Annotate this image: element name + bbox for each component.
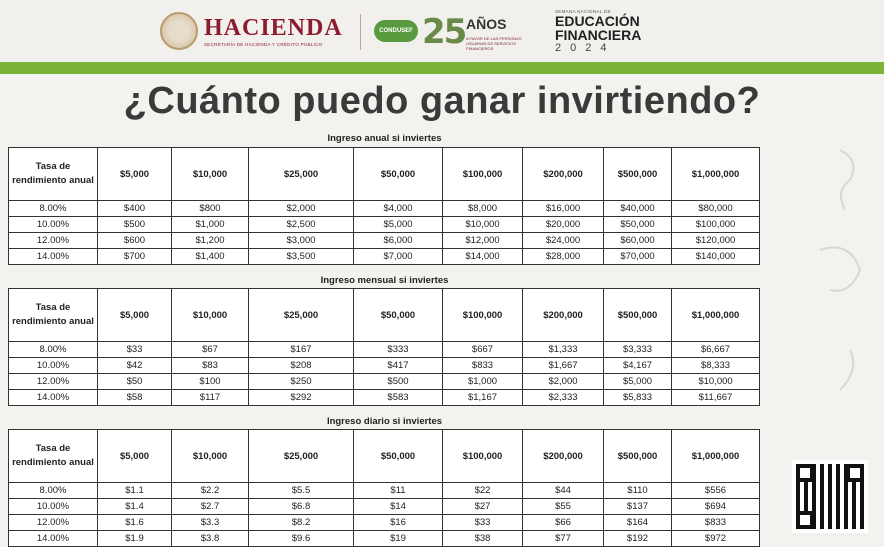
table-cell: $100 <box>172 374 249 390</box>
table-cell: $5,000 <box>604 374 672 390</box>
table-cell: $5.5 <box>249 483 354 499</box>
table-cell: $100,000 <box>672 217 760 233</box>
table-cell: $583 <box>354 390 443 406</box>
table-cell: $10,000 <box>672 374 760 390</box>
table-cell: $40,000 <box>604 201 672 217</box>
table-cell: $58 <box>98 390 172 406</box>
table-cell: $1.1 <box>98 483 172 499</box>
table-cell: $833 <box>672 515 760 531</box>
table-cell: $110 <box>604 483 672 499</box>
anniversary-number: 25 <box>422 12 466 52</box>
column-header: Tasa de rendimiento anual <box>9 148 98 201</box>
table-cell: $24,000 <box>523 233 604 249</box>
table-cell: $556 <box>672 483 760 499</box>
semana-year: 2024 <box>555 42 616 54</box>
table-cell: $8,000 <box>443 201 523 217</box>
table-cell: $4,000 <box>354 201 443 217</box>
qr-code-icon <box>792 460 868 533</box>
table-row <box>9 515 760 531</box>
column-header: $10,000 <box>172 148 249 201</box>
table-cell: $1.9 <box>98 531 172 547</box>
column-header: $50,000 <box>354 289 443 342</box>
table-cell: 8.00% <box>9 342 98 358</box>
table-cell: $2.2 <box>172 483 249 499</box>
semana-logo <box>555 9 641 54</box>
column-header: $200,000 <box>523 289 604 342</box>
table-cell: $5,833 <box>604 390 672 406</box>
table-cell: $20,000 <box>523 217 604 233</box>
table-caption: Ingreso mensual si inviertes <box>320 275 449 286</box>
header-banner <box>0 0 884 62</box>
table-cell: $42 <box>98 358 172 374</box>
table-cell: $14 <box>354 499 443 515</box>
table-cell: $8,333 <box>672 358 760 374</box>
table-cell: $167 <box>249 342 354 358</box>
table-cell: $600 <box>98 233 172 249</box>
green-accent-bar <box>0 62 884 74</box>
anniversary-subtitle: A FAVOR DE LAS PERSONAS USUARIAS DE SERVICIOS FINANCIEROS <box>466 36 522 51</box>
table-cell: $3,333 <box>604 342 672 358</box>
table-cell: $164 <box>604 515 672 531</box>
table-cell: $6,000 <box>354 233 443 249</box>
logo-divider <box>360 14 361 50</box>
table-cell: $208 <box>249 358 354 374</box>
table-cell: $6,667 <box>672 342 760 358</box>
table-row <box>9 499 760 515</box>
table-cell: $22 <box>443 483 523 499</box>
hacienda-title: HACIENDA <box>204 14 343 41</box>
income-table <box>8 429 760 547</box>
table-cell: $192 <box>604 531 672 547</box>
table-cell: $3,000 <box>249 233 354 249</box>
semana-line2: FINANCIERA <box>555 27 642 43</box>
table-cell: $33 <box>443 515 523 531</box>
income-table <box>8 147 760 265</box>
table-cell: $2,000 <box>249 201 354 217</box>
table-cell: $417 <box>354 358 443 374</box>
table-cell: $1.6 <box>98 515 172 531</box>
table-cell: $67 <box>172 342 249 358</box>
table-row <box>9 217 760 233</box>
table-header-row <box>9 289 760 342</box>
column-header: Tasa de rendimiento anual <box>9 289 98 342</box>
column-header: $100,000 <box>443 289 523 342</box>
table-cell: 12.00% <box>9 374 98 390</box>
table-row <box>9 390 760 406</box>
table-cell: $9.6 <box>249 531 354 547</box>
table-cell: $2,333 <box>523 390 604 406</box>
column-header: $500,000 <box>604 289 672 342</box>
table-cell: $667 <box>443 342 523 358</box>
table-row <box>9 358 760 374</box>
table-cell: $2,500 <box>249 217 354 233</box>
table-cell: $44 <box>523 483 604 499</box>
table-cell: 14.00% <box>9 390 98 406</box>
table-cell: $833 <box>443 358 523 374</box>
table-cell: $500 <box>354 374 443 390</box>
column-header: $500,000 <box>604 430 672 483</box>
table-cell: $2,000 <box>523 374 604 390</box>
anniversary-label: AÑOS <box>466 16 507 32</box>
page-title: ¿Cuánto puedo ganar invirtiendo? <box>123 80 761 122</box>
table-row <box>9 342 760 358</box>
table-cell: $800 <box>172 201 249 217</box>
table-cell: $250 <box>249 374 354 390</box>
column-header: $1,000,000 <box>672 289 760 342</box>
table-cell: 14.00% <box>9 249 98 265</box>
column-header: Tasa de rendimiento anual <box>9 430 98 483</box>
table-cell: $11 <box>354 483 443 499</box>
table-cell: $1.4 <box>98 499 172 515</box>
column-header: $25,000 <box>249 430 354 483</box>
table-cell: $50,000 <box>604 217 672 233</box>
table-cell: $1,333 <box>523 342 604 358</box>
column-header: $200,000 <box>523 148 604 201</box>
table-cell: $500 <box>98 217 172 233</box>
column-header: $5,000 <box>98 430 172 483</box>
table-cell: $972 <box>672 531 760 547</box>
column-header: $10,000 <box>172 430 249 483</box>
hacienda-subtitle: SECRETARÍA DE HACIENDA Y CRÉDITO PÚBLICO <box>204 41 323 47</box>
table-header-row <box>9 430 760 483</box>
table-cell: $1,667 <box>523 358 604 374</box>
semana-line1: EDUCACIÓN <box>555 13 640 29</box>
table-row <box>9 374 760 390</box>
table-cell: $140,000 <box>672 249 760 265</box>
table-cell: $14,000 <box>443 249 523 265</box>
table-cell: $27 <box>443 499 523 515</box>
table-caption: Ingreso diario si inviertes <box>326 416 443 427</box>
column-header: $1,000,000 <box>672 430 760 483</box>
table-cell: $1,000 <box>172 217 249 233</box>
table-cell: $16 <box>354 515 443 531</box>
table-caption: Ingreso anual si inviertes <box>327 133 442 144</box>
column-header: $1,000,000 <box>672 148 760 201</box>
table-cell: $38 <box>443 531 523 547</box>
table-cell: $292 <box>249 390 354 406</box>
table-cell: $1,000 <box>443 374 523 390</box>
table-cell: $137 <box>604 499 672 515</box>
table-cell: $333 <box>354 342 443 358</box>
column-header: $200,000 <box>523 430 604 483</box>
table-cell: 10.00% <box>9 358 98 374</box>
table-cell: $700 <box>98 249 172 265</box>
column-header: $10,000 <box>172 289 249 342</box>
column-header: $500,000 <box>604 148 672 201</box>
column-header: $50,000 <box>354 148 443 201</box>
hacienda-logo <box>160 12 343 50</box>
table-cell: $8.2 <box>249 515 354 531</box>
table-cell: $77 <box>523 531 604 547</box>
table-cell: $1,200 <box>172 233 249 249</box>
table-row <box>9 249 760 265</box>
table-cell: $694 <box>672 499 760 515</box>
table-cell: $66 <box>523 515 604 531</box>
table-cell: $6.8 <box>249 499 354 515</box>
table-cell: 8.00% <box>9 483 98 499</box>
table-cell: $10,000 <box>443 217 523 233</box>
table-cell: $3.8 <box>172 531 249 547</box>
table-cell: $117 <box>172 390 249 406</box>
table-cell: 12.00% <box>9 233 98 249</box>
table-cell: $120,000 <box>672 233 760 249</box>
table-cell: $2.7 <box>172 499 249 515</box>
column-header: $100,000 <box>443 430 523 483</box>
table-cell: 12.00% <box>9 515 98 531</box>
table-cell: $60,000 <box>604 233 672 249</box>
table-cell: $11,667 <box>672 390 760 406</box>
table-cell: $4,167 <box>604 358 672 374</box>
column-header: $100,000 <box>443 148 523 201</box>
table-cell: $16,000 <box>523 201 604 217</box>
anniversary-logo <box>422 10 542 54</box>
column-header: $25,000 <box>249 148 354 201</box>
income-table <box>8 288 760 406</box>
table-cell: $7,000 <box>354 249 443 265</box>
table-cell: $33 <box>98 342 172 358</box>
table-cell: $83 <box>172 358 249 374</box>
table-cell: 10.00% <box>9 499 98 515</box>
table-cell: $3,500 <box>249 249 354 265</box>
table-cell: $70,000 <box>604 249 672 265</box>
table-row <box>9 201 760 217</box>
table-cell: 10.00% <box>9 217 98 233</box>
table-cell: $80,000 <box>672 201 760 217</box>
column-header: $5,000 <box>98 289 172 342</box>
column-header: $50,000 <box>354 430 443 483</box>
table-cell: $19 <box>354 531 443 547</box>
decorative-pattern <box>780 130 880 440</box>
column-header: $25,000 <box>249 289 354 342</box>
table-cell: $28,000 <box>523 249 604 265</box>
table-row <box>9 233 760 249</box>
table-cell: $3.3 <box>172 515 249 531</box>
table-cell: $1,400 <box>172 249 249 265</box>
condusef-logo: CONDUSEF <box>374 20 418 42</box>
table-cell: $55 <box>523 499 604 515</box>
semana-small-text: SEMANA NACIONAL DE <box>555 9 611 14</box>
table-header-row <box>9 148 760 201</box>
table-cell: $5,000 <box>354 217 443 233</box>
table-row <box>9 483 760 499</box>
mexico-seal-icon <box>160 12 198 50</box>
table-cell: $50 <box>98 374 172 390</box>
table-cell: 8.00% <box>9 201 98 217</box>
table-cell: $400 <box>98 201 172 217</box>
table-cell: $1,167 <box>443 390 523 406</box>
column-header: $5,000 <box>98 148 172 201</box>
table-cell: 14.00% <box>9 531 98 547</box>
table-cell: $12,000 <box>443 233 523 249</box>
